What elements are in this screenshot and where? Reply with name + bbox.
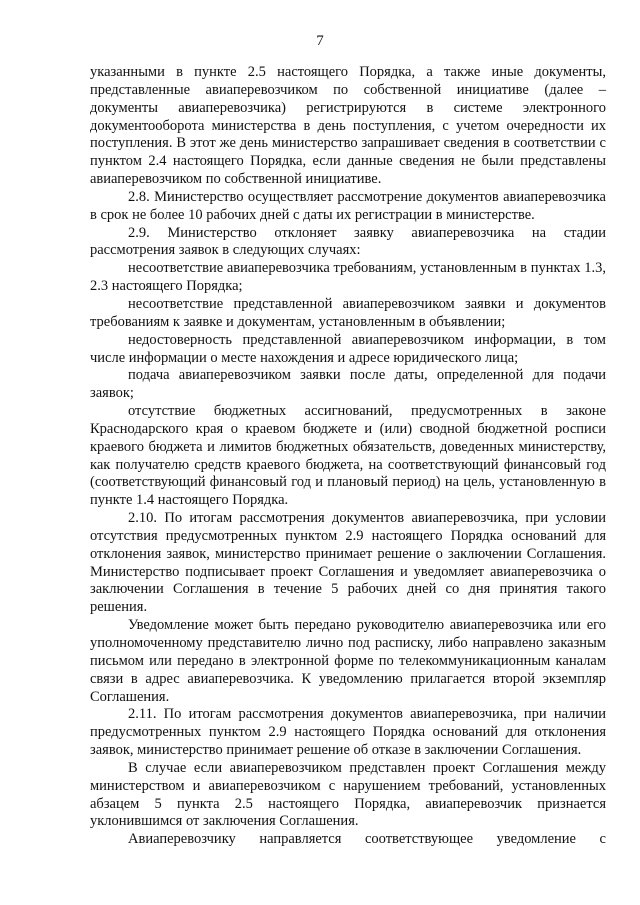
paragraph-2-10: 2.10. По итогам рассмотрения документов авиаперевозчика, при условии отсутствия предусмотренных пунктом 2.9 настоящего Порядка оснований для отклонения заявок, министерство принимает решение о заключении Соглашения. Министерство подписывает проект Соглашения и уведомляет авиаперевозчика о заключении Соглашения в течение 5 рабочих дней со дня принятия такого решения.	[90, 510, 606, 616]
list-item-documents: несоответствие представленной авиаперевозчиком заявки и документов требованиям к заявке и документам, установленным в объявлении;	[90, 295, 606, 330]
paragraph-continuation: указанными в пункте 2.5 настоящего Порядка, а также иные документы, представленные авиаперевозчиком по собственной инициативе (далее – документы авиаперевозчика) регистрируются в системе электронного документооборота министерства в день поступления, с учетом очередности их поступления. В этот же день министерство запрашивает сведения в соответствии с пунктом 2.4 настоящего Порядка, если данные сведения не были представлены авиаперевозчиком по собственной инициативе.	[90, 64, 606, 188]
document-body	[90, 64, 606, 849]
list-item-unreliable-info: недостоверность представленной авиаперевозчиком информации, в том числе информации о месте нахождения и адресе юридического лица;	[90, 331, 606, 366]
page-number: 7	[316, 33, 324, 49]
paragraph-2-8: 2.8. Министерство осуществляет рассмотрение документов авиаперевозчика в срок не более 10 рабочих дней с даты их регистрации в министерстве.	[90, 188, 606, 223]
paragraph-notification: Уведомление может быть передано руководителю авиаперевозчика или его уполномоченному представителю лично под расписку, либо направлено заказным письмом или передано в электронной форме по телекоммуникационным каналам связи в адрес авиаперевозчика. К уведомлению прилагается второй экземпляр Соглашения.	[90, 617, 606, 705]
list-item-no-budget: отсутствие бюджетных ассигнований, предусмотренных в законе Краснодарского края о краевом бюджете и (или) сводной бюджетной росписи краевого бюджета и лимитов бюджетных обязательств, доведенных министерству, как получателю средств краевого бюджета, на соответствующий финансовый год (соответствующий финансовый год и плановый период) на цель, установленную в пункте 1.4 настоящего Порядка.	[90, 403, 606, 509]
list-item-requirements: несоответствие авиаперевозчика требованиям, установленным в пунктах 1.3, 2.3 настоящего Порядка;	[90, 260, 606, 295]
paragraph-2-11: 2.11. По итогам рассмотрения документов авиаперевозчика, при наличии предусмотренных пунктом 2.9 настоящего Порядка оснований для отклонения заявок, министерство принимает решение об отказе в заключении Соглашения.	[90, 706, 606, 759]
paragraph-2-9: 2.9. Министерство отклоняет заявку авиаперевозчика на стадии рассмотрения заявок в следующих случаях:	[90, 224, 606, 259]
paragraph-violation: В случае если авиаперевозчиком представлен проект Соглашения между министерством и авиаперевозчиком с нарушением требований, установленных абзацем 5 пункта 2.5 настоящего Порядка, авиаперевозчик признается уклонившимся от заключения Соглашения.	[90, 759, 606, 830]
paragraph-last-line: Авиаперевозчику направляется соответствующее уведомление с	[128, 831, 606, 848]
list-item-late-submission: подача авиаперевозчиком заявки после даты, определенной для подачи заявок;	[90, 367, 606, 402]
